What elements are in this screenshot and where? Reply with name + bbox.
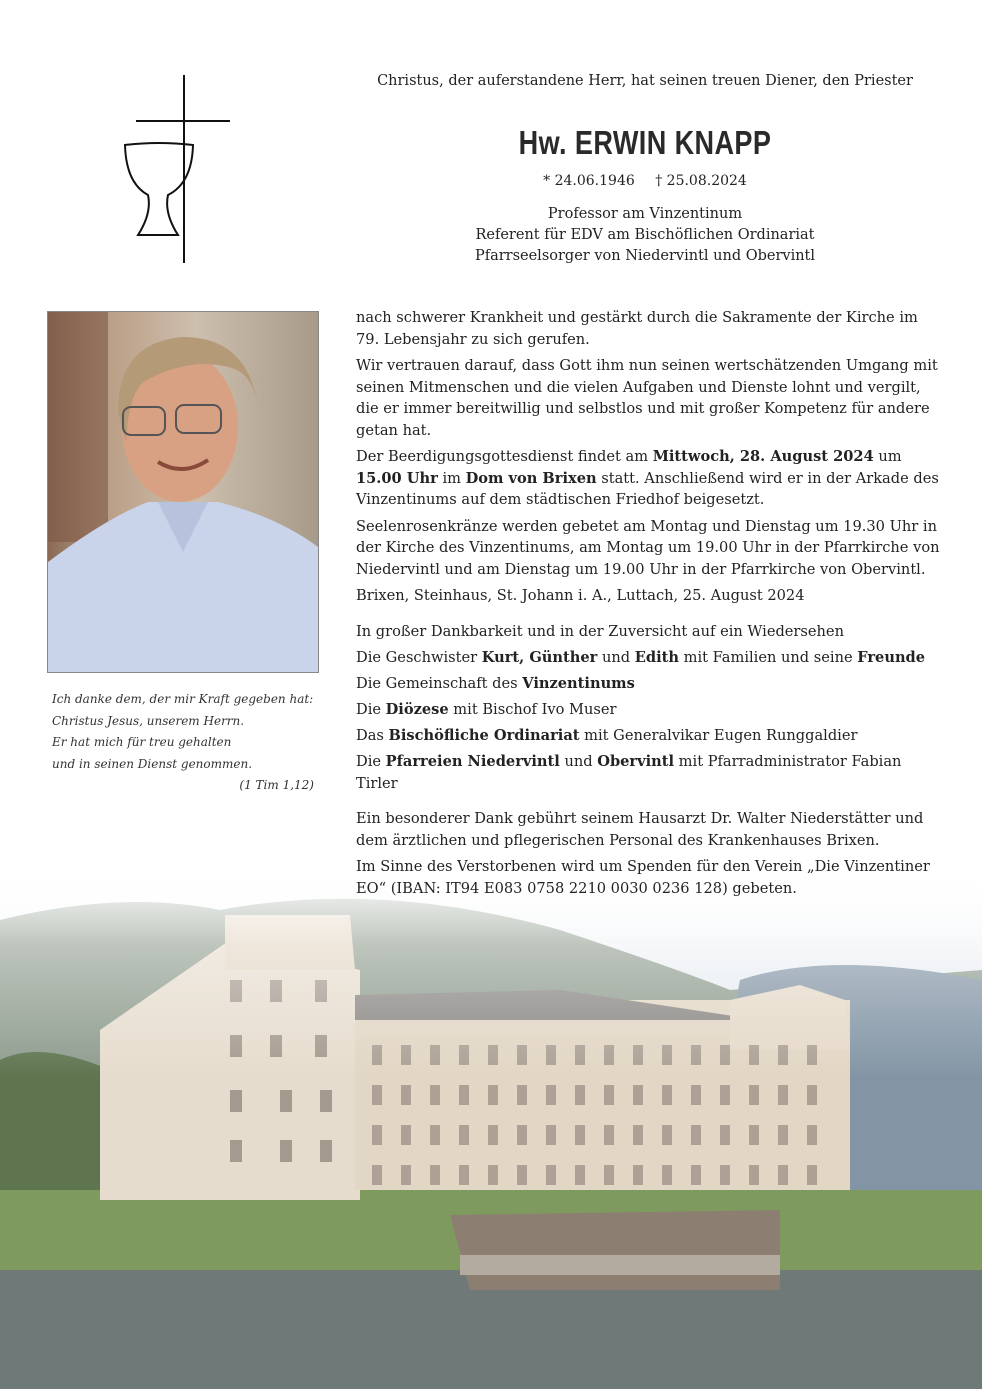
text-segment: mit Familien und seine (679, 649, 858, 666)
bible-quote (52, 689, 314, 797)
text-segment: Die (356, 753, 386, 770)
text-segment: In großer Dankbarkeit und in der Zuversicht auf ein Wiedersehen (356, 622, 844, 640)
intro-text: Christus, der auferstandene Herr, hat seinen treuen Diener, den Priester (377, 73, 913, 89)
role: Pfarrseelsorger von Niedervintl und Obervintl (474, 248, 816, 264)
deceased-name: Hw. ERWIN KNAPP (518, 124, 772, 161)
text-segment: Im Sinne des Verstorbenen wird um Spenden für den Verein „Die Vinzentiner EO“ (IBAN: IT94 E083 0758 2210 0030 0236 128) gebeten. (356, 858, 930, 897)
quote-line: Christus Jesus, unserem Herrn. (52, 713, 245, 728)
text-segment: statt. Anschließend wird er in der Arkade des Vinzentinums auf dem städtischen Friedhof beigesetzt. (356, 469, 939, 508)
notice-paragraph (356, 808, 941, 851)
role: Professor am Vinzentinum (547, 206, 743, 222)
text-segment: Ein besonderer Dank gebührt seinem Hausarzt Dr. Walter Niederstätter und dem ärztlichen und pflegerischen Personal des Krankenhauses Brixen. (356, 810, 924, 849)
emphasized-text: Mittwoch, 28. August 2024 (652, 448, 874, 465)
emphasized-text: Bischöfliche Ordinariat (388, 727, 580, 744)
text-segment: Wir vertrauen darauf, dass Gott ihm nun seinen wertschätzenden Umgang mit seinen Mitmenschen und die vielen Aufgaben und Dienste lohnt und vergilt, die er immer bereitwillig und selbstlos und mit großer Kompetenz für andere getan hat. (356, 357, 938, 439)
quote-reference: (1 Tim 1,12) (239, 778, 314, 792)
text-segment: Die (356, 701, 386, 718)
role: Referent für EDV am Bischöflichen Ordinariat (475, 227, 815, 243)
notice-paragraph (356, 751, 941, 794)
death-date: † 25.08.2024 (655, 173, 747, 189)
notice-body (356, 307, 941, 904)
portrait-photo (47, 311, 319, 673)
emphasized-text: Pfarreien Niedervintl (385, 753, 560, 770)
quote-line: und in seinen Dienst genommen. (52, 756, 253, 771)
text-segment: Die Geschwister (356, 649, 482, 666)
text-segment: Das (356, 727, 389, 744)
text-segment: mit Bischof Ivo Muser (448, 701, 617, 718)
emphasized-text: Edith (634, 649, 679, 666)
notice-paragraph (356, 647, 941, 669)
text-segment: Die Gemeinschaft des (356, 675, 523, 692)
quote-line: Er hat mich für treu gehalten (52, 735, 232, 749)
text-segment: mit Generalvikar Eugen Runggaldier (579, 727, 858, 744)
emphasized-text: Kurt, Günther (481, 649, 598, 666)
notice-paragraph (356, 856, 941, 899)
text-segment: im (437, 469, 466, 487)
text-segment: Brixen, Steinhaus, St. Johann i. A., Luttach, 25. August 2024 (356, 587, 805, 604)
text-segment: mit Pfarradministrator Fabian Tirler (356, 753, 902, 792)
notice-paragraph (356, 307, 941, 350)
emphasized-text: Obervintl (597, 753, 675, 770)
text-segment: Der Beerdigungsgottesdienst findet am (356, 448, 653, 465)
text-segment: und (597, 649, 635, 666)
emphasized-text: Diözese (385, 701, 449, 718)
text-segment: Seelenrosenkränze werden gebetet am Montag und Dienstag um 19.30 Uhr in der Kirche des Vinzentinums, am Montag um 19.00 Uhr in der Pfarrkirche von Niedervintl und am Dienstag um 19.00 Uhr in der Pfarrkirche von Obervintl. (356, 517, 940, 578)
emphasized-text: 15.00 Uhr (356, 469, 438, 487)
text-segment: um (873, 448, 902, 465)
text-segment: und (559, 753, 598, 770)
birth-date: * 24.06.1946 (543, 173, 635, 189)
notice-paragraph (356, 621, 941, 643)
emphasized-text: Dom von Brixen (465, 469, 597, 487)
notice-paragraph (356, 516, 941, 581)
notice-paragraph (356, 699, 941, 721)
roles-list (360, 204, 930, 267)
notice-paragraph (356, 673, 941, 695)
notice-paragraph (356, 725, 941, 747)
notice-paragraph (356, 446, 941, 511)
cross-chalice-icon (120, 73, 232, 269)
emphasized-text: Vinzentinums (522, 675, 635, 692)
text-segment: nach schwerer Krankheit und gestärkt durch die Sakramente der Kirche im 79. Lebensjahr zu sich gerufen. (356, 309, 918, 348)
notice-paragraph (356, 585, 941, 607)
life-dates (360, 173, 930, 189)
emphasized-text: Freunde (857, 649, 926, 666)
vinzentinum-building-image (0, 870, 982, 1389)
quote-line: Ich danke dem, der mir Kraft gegeben hat: (52, 692, 314, 706)
notice-paragraph (356, 355, 941, 441)
